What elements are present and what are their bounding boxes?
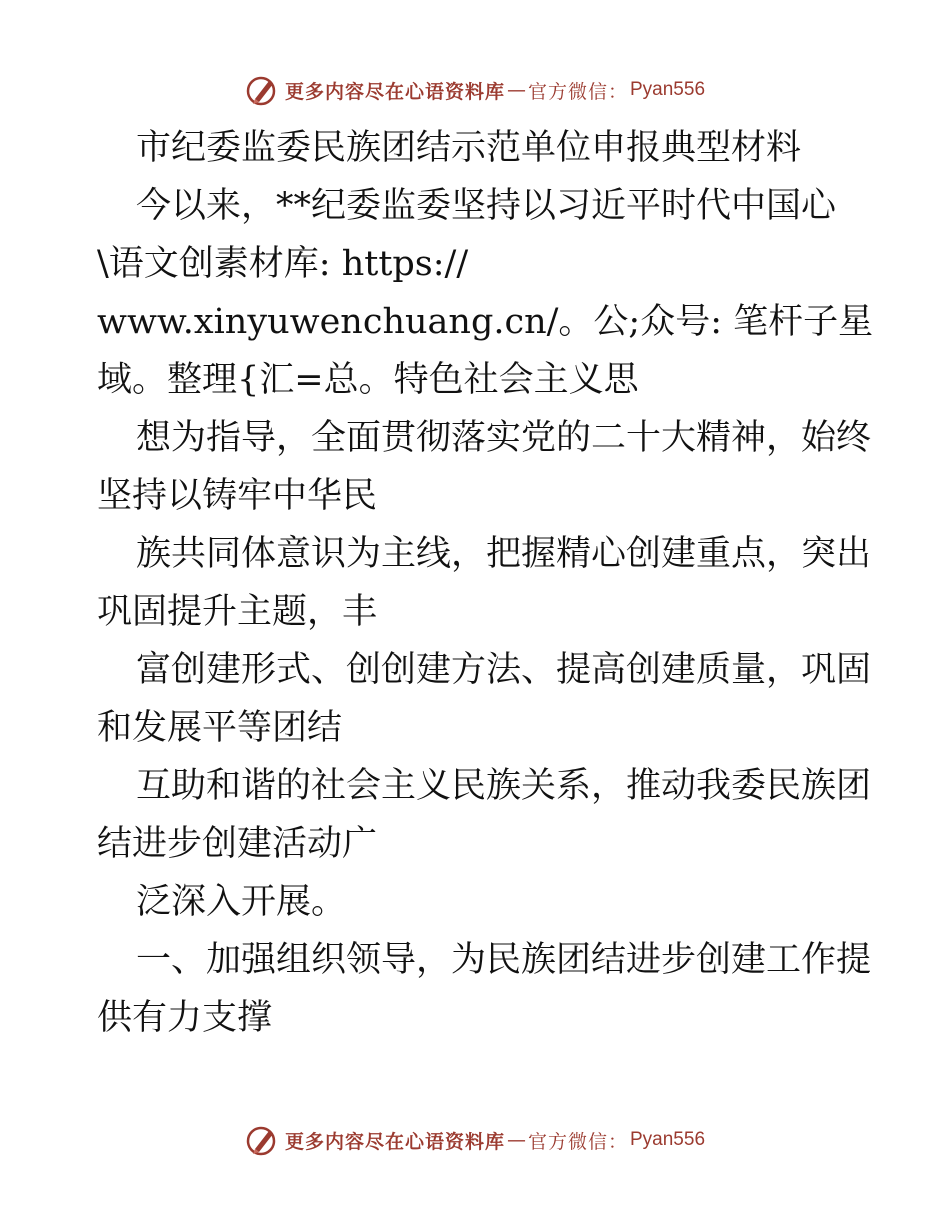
banner-official-label: 官方微信： (527, 80, 628, 103)
paragraph-line: 域。整理{汇=总。特色社会主义思 (97, 360, 639, 400)
paragraph-line: 富创建形式、创创建方法、提高创建质量，巩固 (136, 650, 872, 690)
banner-separator: — (506, 1129, 526, 1151)
banner-brand: 更多内容尽在心语资料库 (284, 80, 505, 103)
section-heading: 一、加强组织领导，为民族团结进步创建工作提 (136, 940, 872, 980)
paragraph-line: 结进步创建活动广 (97, 824, 378, 864)
paragraph-line: 巩固提升主题，丰 (97, 592, 378, 632)
paragraph-line: 和发展平等团结 (97, 708, 343, 748)
footer-banner (0, 1120, 950, 1160)
pen-logo-icon (245, 73, 279, 107)
banner-brand: 更多内容尽在心语资料库 (284, 1130, 505, 1153)
paragraph-line: 想为指导，全面贯彻落实党的二十大精神，始终 (136, 418, 872, 458)
paragraph-line: 互助和谐的社会主义民族关系，推动我委民族团 (136, 766, 872, 806)
paragraph-line: 坚持以铸牢中华民 (97, 476, 378, 516)
document-title: 市纪委监委民族团结示范单位申报典型材料 (136, 128, 802, 168)
paragraph-line: www.xinyuwenchuang.cn/。公;众号: 笔杆子星 (97, 302, 874, 342)
pen-logo-icon (245, 1123, 279, 1157)
paragraph-line: \语文创素材库: https:// (97, 244, 469, 284)
paragraph-line: 今以来，**纪委监委坚持以习近平时代中国心 (136, 186, 837, 226)
paragraph-line: 族共同体意识为主线，把握精心创建重点，突出 (136, 534, 872, 574)
banner-wechat-id: Pyan556 (630, 1129, 706, 1150)
banner-official-label: 官方微信： (527, 1130, 628, 1153)
header-banner (0, 70, 950, 110)
banner-separator: — (506, 79, 526, 101)
section-heading: 供有力支撑 (97, 998, 273, 1038)
paragraph-line: 泛深入开展。 (136, 882, 347, 922)
banner-wechat-id: Pyan556 (630, 79, 706, 100)
